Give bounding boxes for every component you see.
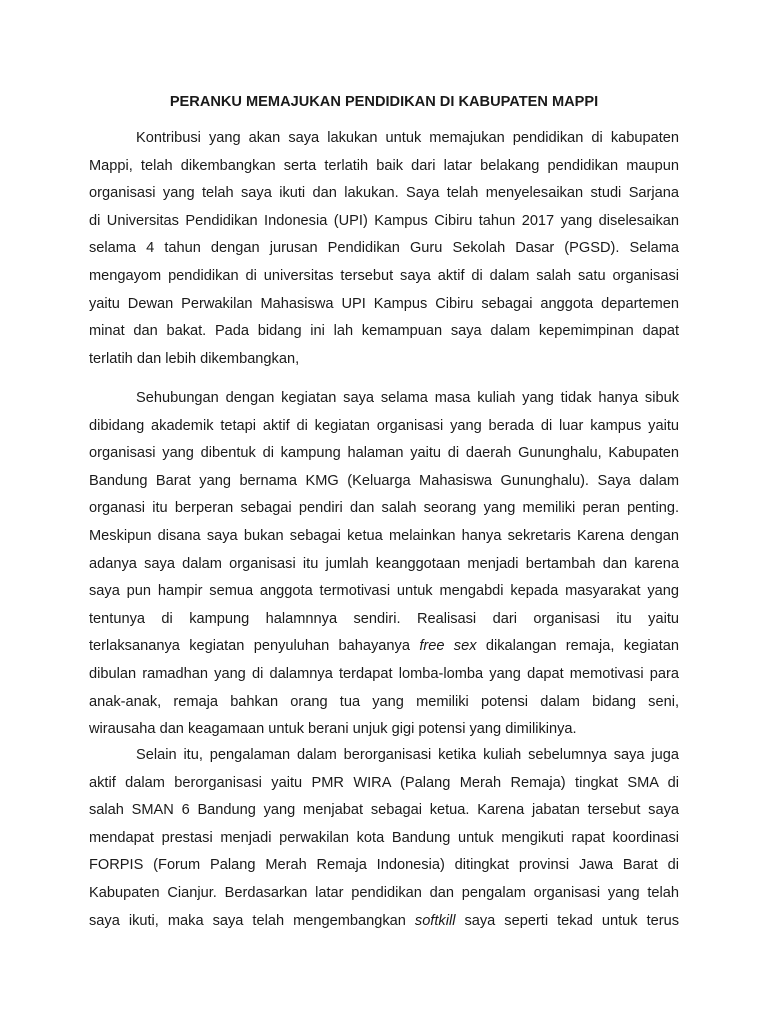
text-segment: saya seperti tekad untuk terus xyxy=(455,912,680,929)
italic-term: free sex xyxy=(419,638,477,655)
paragraph-line: salah SMAN 6 Bandung yang menjabat sebagai ketua. Karena jabatan tersebut saya xyxy=(89,802,679,819)
paragraph-line: organasi itu berperan sebagai pendiri dan salah seorang yang memiliki peran penting. xyxy=(89,500,679,517)
paragraph-line: Mappi, telah dikembangkan serta terlatih baik dari latar belakang pendidikan maupun xyxy=(89,157,679,174)
text-segment: dikalangan remaja, kegiatan xyxy=(476,638,679,655)
paragraph-2 xyxy=(89,385,679,744)
paragraph-line: Bandung Barat yang bernama KMG (Keluarga Mahasiswa Gununghalu). Saya dalam xyxy=(89,472,679,489)
paragraph-1 xyxy=(89,125,679,373)
paragraph-line: mengayom pendidikan di universitas tersebut saya aktif di dalam salah satu organisasi xyxy=(89,267,679,284)
paragraph-line: dibidang akademik tetapi aktif di kegiatan organisasi yang berada di luar kampus yaitu xyxy=(89,417,679,434)
paragraph-line: adanya saya dalam organisasi itu jumlah keanggotaan menjadi bertambah dan karena xyxy=(89,555,679,572)
paragraph-line: Sehubungan dengan kegiatan saya selama masa kuliah yang tidak hanya sibuk xyxy=(136,390,679,406)
paragraph-line: anak-anak, remaja bahkan orang tua yang memiliki potensi dalam bidang seni, xyxy=(89,693,679,710)
paragraph-line: di Universitas Pendidikan Indonesia (UPI) Kampus Cibiru tahun 2017 yang diselesaikan xyxy=(89,212,679,229)
paragraph-line: Meskipun disana saya bukan sebagai ketua melainkan hanya sekretaris Karena dengan xyxy=(89,527,679,544)
paragraph-line: Kabupaten Cianjur. Berdasarkan latar pendidikan dan pengalam organisasi yang telah xyxy=(89,884,679,901)
paragraph-3 xyxy=(89,742,679,935)
text-segment: saya ikuti, maka saya telah mengembangkan xyxy=(89,912,415,929)
paragraph-line: Kontribusi yang akan saya lakukan untuk memajukan pendidikan di kabupaten xyxy=(136,130,679,146)
paragraph-line: organisasi yang dibentuk di kampung halaman yaitu di daerah Gununghalu, Kabupaten xyxy=(89,445,679,462)
paragraph-line: FORPIS (Forum Palang Merah Remaja Indonesia) ditingkat provinsi Jawa Barat di xyxy=(89,857,679,874)
paragraph-line: tentunya di kampung halamnnya sendiri. Realisasi dari organisasi itu yaitu xyxy=(89,610,679,627)
text-segment: terlaksananya kegiatan penyuluhan bahayanya xyxy=(89,638,420,655)
italic-term: softkill xyxy=(414,912,456,929)
paragraph-line: mendapat prestasi menjadi perwakilan kota Bandung untuk mengikuti rapat koordinasi xyxy=(89,829,679,846)
paragraph-line-italic xyxy=(89,908,679,936)
paragraph-line: saya pun hampir semua anggota termotivasi untuk mengabdi kepada masyarakat yang xyxy=(89,583,679,600)
paragraph-line: aktif dalam berorganisasi yaitu PMR WIRA (Palang Merah Remaja) tingkat SMA di xyxy=(89,774,679,791)
paragraph-line: Selain itu, pengalaman dalam berorganisasi ketika kuliah sebelumnya saya juga xyxy=(136,747,679,763)
document-title: PERANKU MEMAJUKAN PENDIDIKAN DI KABUPATEN MAPPI xyxy=(169,94,599,110)
paragraph-line: yaitu Dewan Perwakilan Mahasiswa UPI Kampus Cibiru sebagai anggota departemen xyxy=(89,295,679,312)
paragraph-line: wirausaha dan keagamaan untuk berani unjuk gigi potensi yang dimilikinya. xyxy=(89,721,577,738)
paragraph-line: dibulan ramadhan yang di dalamnya terdapat lomba-lomba yang dapat memotivasi para xyxy=(89,665,679,682)
paragraph-line: terlatih dan lebih dikembangkan, xyxy=(89,350,300,367)
paragraph-line: organisasi yang telah saya ikuti dan lakukan. Saya telah menyelesaikan studi Sarjana xyxy=(89,185,679,202)
paragraph-line: minat dan bakat. Pada bidang ini lah kemampuan saya dalam kepemimpinan dapat xyxy=(89,323,679,340)
paragraph-line: selama 4 tahun dengan jurusan Pendidikan Guru Sekolah Dasar (PGSD). Selama xyxy=(89,240,679,257)
paragraph-line-italic xyxy=(89,633,679,661)
document-page xyxy=(89,0,679,1024)
